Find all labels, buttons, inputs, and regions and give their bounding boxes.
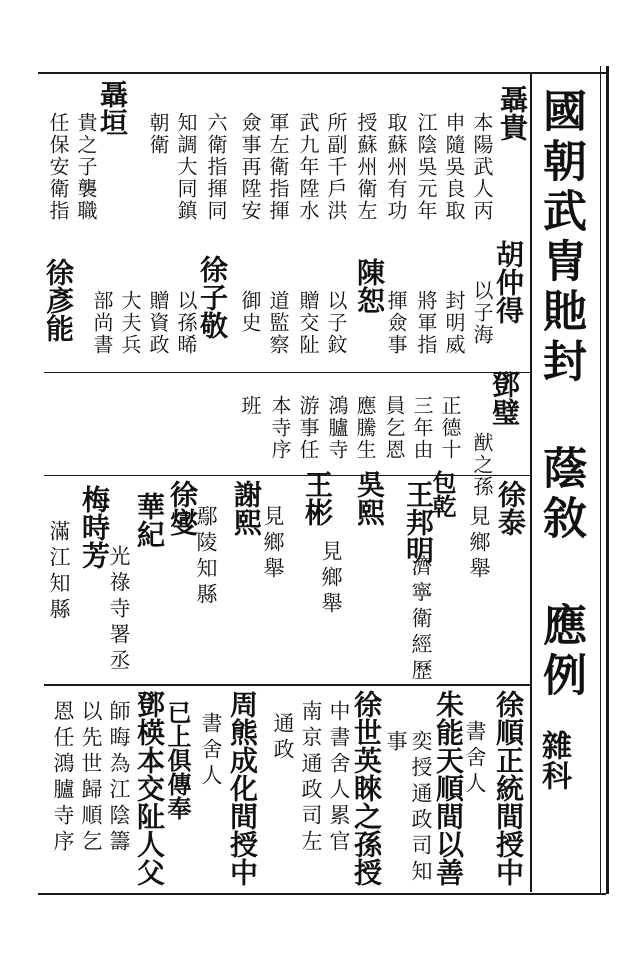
text-column: 濟寧衛經歷 [409, 555, 433, 685]
text-column: 徐子敬 [196, 255, 229, 339]
text-column: 武九年陞水 [296, 112, 320, 222]
text-column: 御史 [238, 290, 262, 334]
border-bottom [38, 893, 606, 895]
text-column: 揮僉事 [384, 290, 408, 356]
text-column: 周熊成化間授中 [226, 690, 259, 886]
text-column: 書舍人 [463, 720, 487, 798]
border-top [38, 72, 606, 74]
text-column: 本寺序 [268, 395, 292, 461]
border-right-inner [600, 66, 601, 894]
text-column: 部尚書 [90, 290, 114, 356]
text-column: 贈資政 [146, 290, 170, 356]
text-column: 所副千戶洪 [324, 112, 348, 222]
text-column: 知調大同鎮 [174, 112, 198, 222]
text-column: 徐順正統間授中 [492, 690, 525, 886]
text-column: 聶貴 [496, 85, 529, 141]
text-column: 鄧楧本交阯人父 [133, 690, 166, 886]
text-column: 胡仲得 [492, 240, 525, 324]
text-column: 申隨吳良取 [442, 112, 466, 222]
text-column: 王彬 [301, 470, 334, 526]
text-column: 以孫晞 [174, 290, 198, 356]
text-column: 鄢陵知縣 [194, 505, 218, 609]
text-column: 見鄉舉 [319, 540, 343, 618]
text-column: 中書舍人累官 [327, 700, 351, 856]
text-column: 贈交阯 [296, 290, 320, 356]
text-column: 謝熙 [230, 480, 263, 536]
text-column: 江陰吳元年 [414, 112, 438, 222]
title-divider [530, 72, 532, 892]
text-column: 通政 [271, 712, 295, 764]
text-column: 見鄉舉 [467, 505, 491, 583]
row-divider-1 [44, 372, 530, 373]
row-divider-3 [44, 684, 530, 686]
text-column: 師晦為江陰籌 [107, 700, 131, 856]
text-column: 游事任 [296, 395, 320, 461]
text-column: 鄧璧 [488, 370, 521, 426]
text-column: 六衛指揮同 [204, 112, 228, 222]
text-column: 員乞恩 [382, 395, 406, 461]
text-column: 授蘇州衛左 [354, 112, 378, 222]
text-column: 大夫兵 [118, 290, 142, 356]
text-column: 道監察 [266, 290, 290, 356]
text-column: 取蘇州有功 [384, 112, 408, 222]
text-column: 見鄉舉 [261, 505, 285, 583]
text-column: 光祿寺署丞 [107, 545, 131, 675]
text-column: 將軍指 [414, 290, 438, 356]
text-column: 徐彥能 [42, 258, 75, 342]
text-column: 封明威 [442, 290, 466, 356]
text-column: 朝衛 [146, 112, 170, 156]
text-column: 吳熙 [353, 470, 386, 526]
text-column: 三年由 [410, 395, 434, 461]
text-column: 陳恕 [353, 258, 386, 314]
text-column: 書舍人 [199, 712, 223, 790]
text-column: 徐燮 [166, 480, 199, 536]
text-column: 班 [238, 395, 262, 417]
text-column: 應騰生 [353, 395, 377, 461]
text-column: 滿江知縣 [47, 520, 71, 624]
text-column: 南京通政司左 [299, 700, 323, 856]
text-column: 事 [384, 730, 408, 756]
page-title: 國朝武冑貤封 蔭敘 應例 [535, 88, 586, 702]
text-column: 朱能天順間以善 [432, 690, 465, 886]
row-divider-2 [44, 475, 530, 476]
text-column: 恩任鴻臚寺序 [51, 700, 75, 856]
text-column: 以先世歸順乞 [79, 700, 103, 856]
text-column: 猷之孫 [470, 432, 494, 498]
text-column: 任保安衛指 [46, 112, 70, 222]
text-column: 僉事再陞安 [238, 112, 262, 222]
text-column: 鴻臚寺 [325, 395, 349, 461]
text-column: 以子鈫 [324, 290, 348, 356]
text-column: 聶垣 [96, 80, 129, 136]
text-column: 華紀 [133, 492, 166, 548]
text-column: 徐泰 [494, 480, 527, 536]
text-column: 徐世英睞之孫授 [350, 690, 383, 886]
text-column: 本陽武人丙 [470, 112, 494, 222]
text-column: 以子海 [470, 280, 494, 346]
text-column: 正德十 [438, 395, 462, 461]
section-label: 雜科 [536, 730, 571, 790]
text-column: 梅時芳 [78, 485, 111, 569]
text-column: 已上俱傳奉 [163, 700, 192, 820]
text-column: 包乾 [428, 470, 457, 518]
text-column: 軍左衛指揮 [266, 112, 290, 222]
text-column: 貴之子襲職 [74, 112, 98, 222]
border-right [606, 66, 609, 894]
text-column: 王邦明 [402, 480, 435, 564]
text-column: 奕授通政司知 [409, 730, 433, 886]
